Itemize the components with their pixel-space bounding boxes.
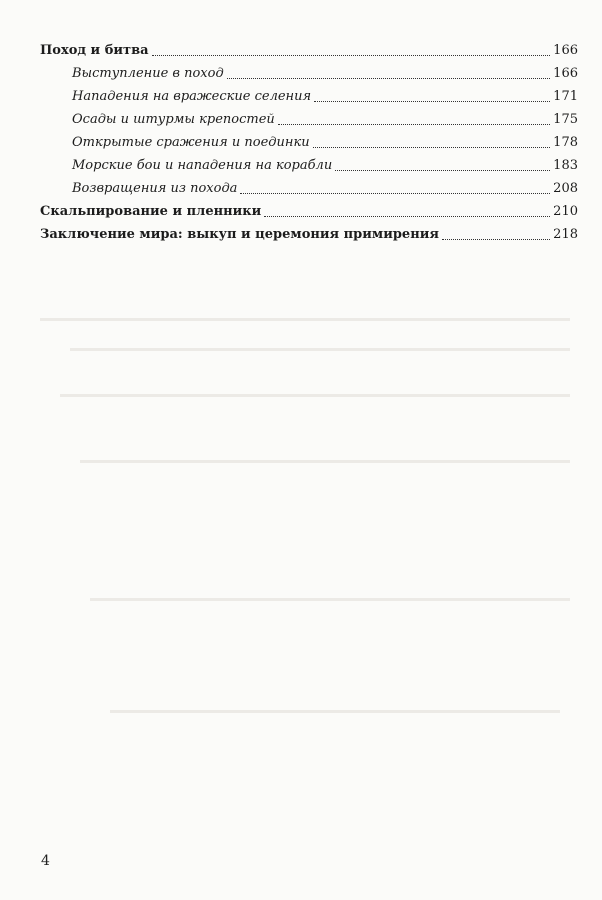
bleed-through-shadow: [90, 598, 570, 601]
toc-entry-title: Возвращения из похода: [72, 181, 238, 196]
toc-entry-title: Скальпирование и пленники: [40, 204, 262, 219]
toc-entry-page: 166: [553, 66, 578, 81]
toc-entry-title: Поход и битва: [40, 43, 149, 58]
toc-entry[interactable]: [40, 82, 578, 105]
toc-entry-title: Заключение мира: выкуп и церемония примирения: [40, 227, 439, 242]
toc-leader-dots: [240, 192, 550, 194]
toc-entry-title: Осады и штурмы крепостей: [72, 112, 275, 127]
toc-entry-page: 208: [553, 181, 578, 196]
bleed-through-shadow: [110, 710, 560, 713]
toc-leader-dots: [314, 100, 550, 102]
toc-entry[interactable]: [40, 105, 578, 128]
toc-leader-dots: [227, 77, 550, 79]
toc-entry-page: 166: [553, 43, 578, 58]
bleed-through-shadow: [40, 318, 570, 321]
toc-entry[interactable]: [40, 197, 578, 220]
toc-entry[interactable]: [40, 59, 578, 82]
toc-entry-page: 218: [553, 227, 578, 242]
toc-entry-title: Морские бои и нападения на корабли: [72, 158, 333, 173]
toc-entry-page: 183: [553, 158, 578, 173]
table-of-contents: [40, 36, 578, 243]
toc-entry[interactable]: [40, 174, 578, 197]
toc-leader-dots: [152, 54, 551, 56]
toc-leader-dots: [335, 169, 550, 171]
toc-entry-title: Выступление в поход: [72, 66, 224, 81]
page-number: 4: [41, 853, 50, 869]
toc-leader-dots: [313, 146, 551, 148]
bleed-through-shadow: [70, 348, 570, 351]
toc-leader-dots: [264, 215, 550, 217]
toc-leader-dots: [442, 238, 550, 240]
bleed-through-shadow: [80, 460, 570, 463]
toc-entry-page: 210: [553, 204, 578, 219]
bleed-through-shadow: [60, 394, 570, 397]
toc-entry[interactable]: [40, 128, 578, 151]
toc-entry[interactable]: [40, 151, 578, 174]
toc-entry-title: Открытые сражения и поединки: [72, 135, 310, 150]
toc-entry-page: 171: [553, 89, 578, 104]
toc-entry-page: 175: [553, 112, 578, 127]
toc-entry-page: 178: [553, 135, 578, 150]
toc-leader-dots: [278, 123, 550, 125]
toc-entry[interactable]: [40, 220, 578, 243]
toc-entry[interactable]: [40, 36, 578, 59]
toc-entry-title: Нападения на вражеские селения: [72, 89, 312, 104]
